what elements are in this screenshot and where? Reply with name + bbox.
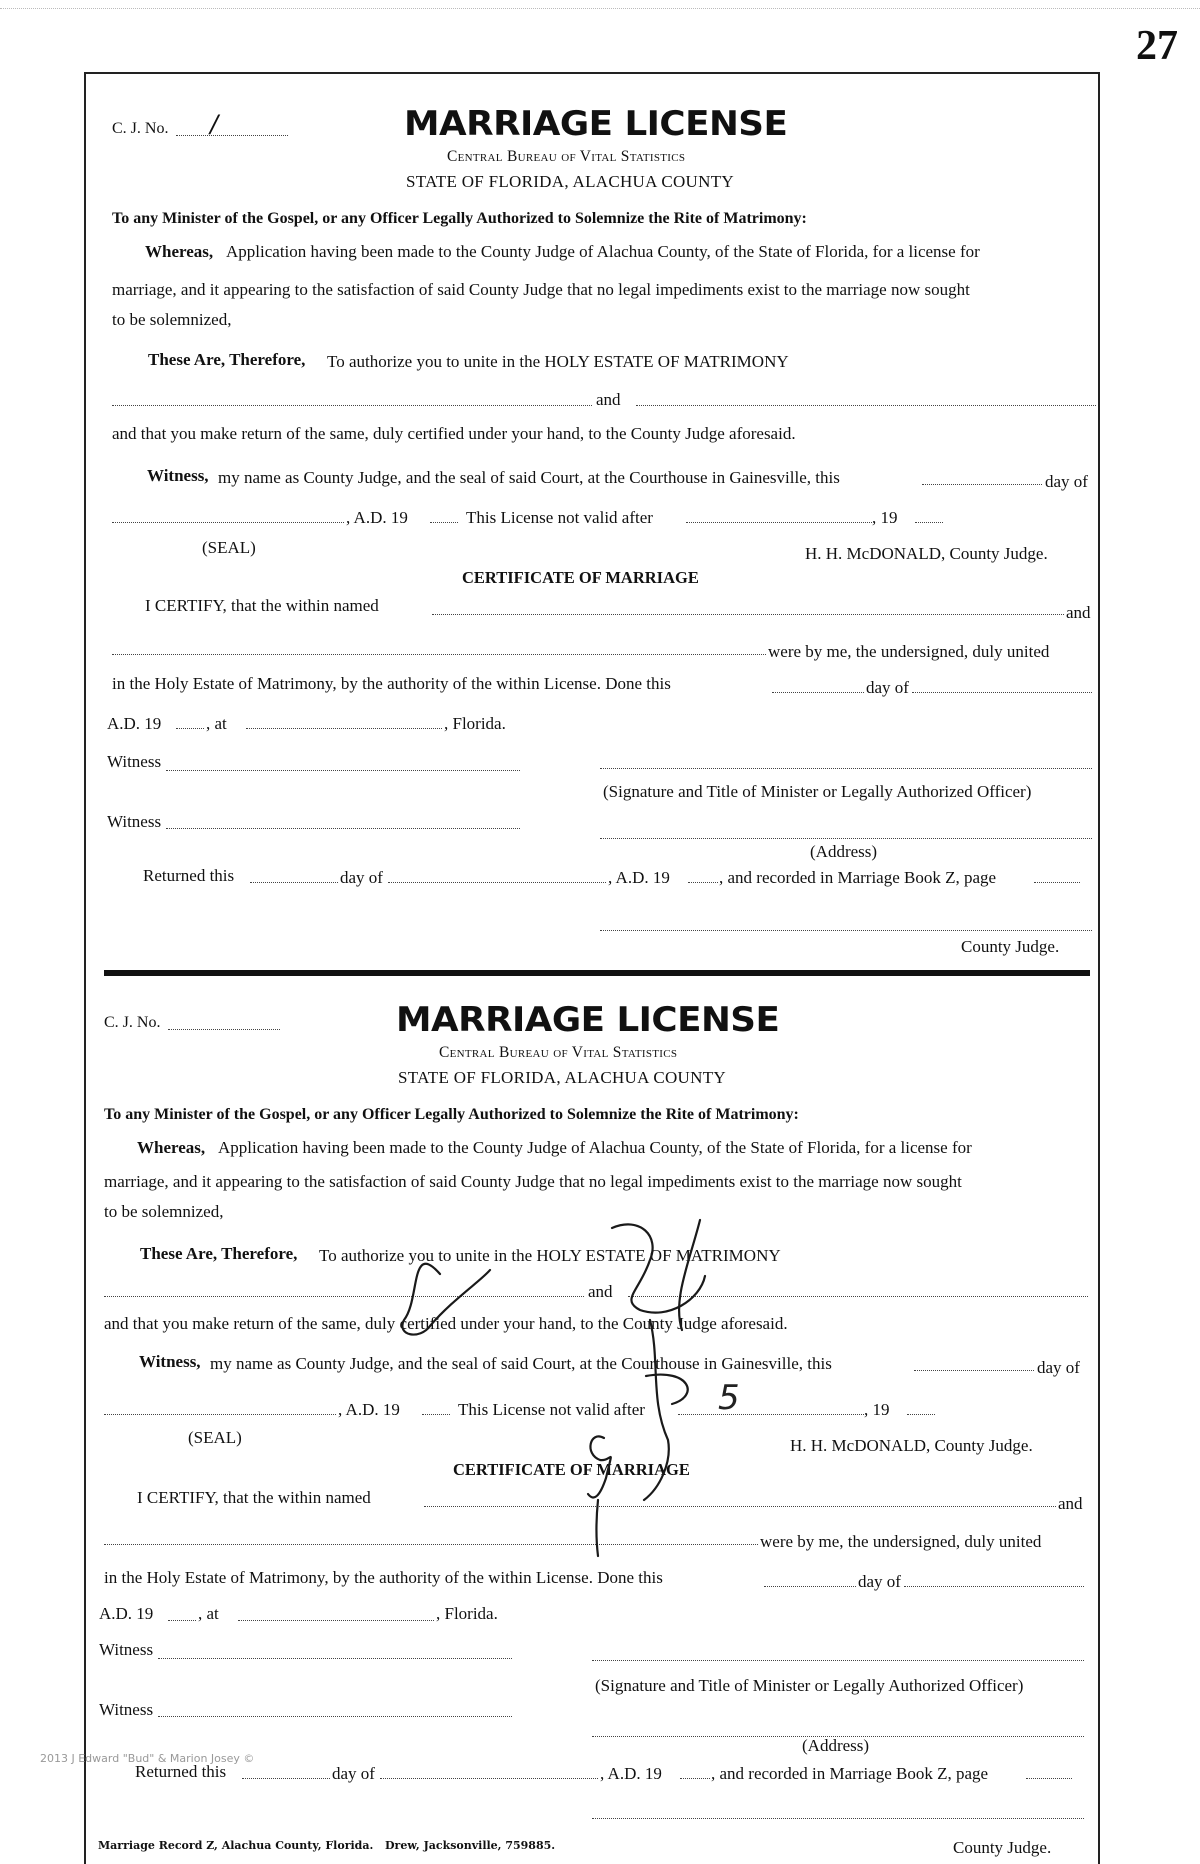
were-by-me: were by me, the undersigned, duly united bbox=[768, 642, 1050, 661]
certificate-heading: CERTIFICATE OF MARRIAGE bbox=[453, 1460, 690, 1479]
whereas-line-1: Application having been made to the County Judge of Alachua County, of the State of Florida, for a license for bbox=[226, 242, 980, 261]
certificate-heading: CERTIFICATE OF MARRIAGE bbox=[462, 568, 699, 587]
state-line: STATE OF FLORIDA, ALACHUA COUNTY bbox=[398, 1068, 726, 1087]
whereas-line-2: marriage, and it appearing to the satisfaction of said County Judge that no legal impediments exist to the marriage now sought bbox=[112, 280, 970, 299]
holy-estate-line: in the Holy Estate of Matrimony, by the authority of the within License. Done this bbox=[104, 1568, 663, 1587]
recorded-in-label: , and recorded in Marriage Book Z, page bbox=[719, 868, 997, 887]
witness-1-label: Witness bbox=[107, 752, 162, 771]
certify-and: and bbox=[1058, 1494, 1083, 1513]
returned-ad-19: , A.D. 19 bbox=[600, 1764, 662, 1783]
not-valid-label: This License not valid after bbox=[466, 508, 653, 527]
done-day-of: day of bbox=[858, 1572, 901, 1591]
cert-ad-19: A.D. 19 bbox=[99, 1604, 154, 1623]
whereas-bold: Whereas, bbox=[145, 242, 214, 261]
these-are-rest: To authorize you to unite in the HOLY ESTATE OF MATRIMONY bbox=[327, 352, 789, 371]
address-label: (Address) bbox=[810, 842, 878, 861]
cert-at: , at bbox=[198, 1604, 219, 1623]
cert-florida: , Florida. bbox=[444, 714, 506, 733]
valid-after-handwritten: 5 bbox=[718, 1378, 740, 1418]
these-are-rest: To authorize you to unite in the HOLY ESTATE OF MATRIMONY bbox=[319, 1246, 781, 1265]
witness-1-label: Witness bbox=[99, 1640, 154, 1659]
bureau-line: Central Bureau of Vital Statistics bbox=[447, 148, 686, 165]
judge-name: H. H. McDONALD, County Judge. bbox=[790, 1436, 1033, 1455]
whereas-line-3: to be solemnized, bbox=[112, 310, 232, 329]
seal-label: (SEAL) bbox=[188, 1428, 242, 1447]
returned-this: Returned this bbox=[143, 866, 235, 885]
returned-this: Returned this bbox=[135, 1762, 227, 1781]
witness-rest: my name as County Judge, and the seal of said Court, at the Courthouse in Gainesville, this bbox=[218, 468, 840, 487]
certify-and: and bbox=[1066, 603, 1091, 622]
comma-19-label: , 19 bbox=[864, 1400, 890, 1419]
cj-no-label: C. J. No. bbox=[104, 1014, 161, 1031]
returned-ad-19: , A.D. 19 bbox=[608, 868, 670, 887]
return-line: and that you make return of the same, duly certified under your hand, to the County Judge aforesaid. bbox=[104, 1314, 788, 1333]
returned-day-of: day of bbox=[332, 1764, 375, 1783]
whereas-line-1: Application having been made to the County Judge of Alachua County, of the State of Florida, for a license for bbox=[218, 1138, 972, 1157]
comma-19-label: , 19 bbox=[872, 508, 898, 527]
license-title: MARRIAGE LICENSE bbox=[396, 1000, 780, 1040]
witness-bold: Witness, bbox=[147, 466, 209, 485]
whereas-bold: Whereas, bbox=[137, 1138, 206, 1157]
and-label: and bbox=[588, 1282, 613, 1301]
returned-day-of: day of bbox=[340, 868, 383, 887]
holy-estate-line: in the Holy Estate of Matrimony, by the authority of the within License. Done this bbox=[112, 674, 671, 693]
not-valid-label: This License not valid after bbox=[458, 1400, 645, 1419]
ad-19-label: , A.D. 19 bbox=[346, 508, 408, 527]
and-label: and bbox=[596, 390, 621, 409]
judge-name: H. H. McDONALD, County Judge. bbox=[805, 544, 1048, 563]
signature-title-label: (Signature and Title of Minister or Legally Authorized Officer) bbox=[595, 1676, 1024, 1695]
recorded-in-label: , and recorded in Marriage Book Z, page bbox=[711, 1764, 989, 1783]
certify-label: I CERTIFY, that the within named bbox=[137, 1488, 371, 1507]
cert-florida: , Florida. bbox=[436, 1604, 498, 1623]
cert-ad-19: A.D. 19 bbox=[107, 714, 162, 733]
copyright-watermark: 2013 J Edward "Bud" & Marion Josey © bbox=[40, 1752, 255, 1765]
to-any-minister: To any Minister of the Gospel, or any Officer Legally Authorized to Solemnize the Rite of Matrimony: bbox=[112, 210, 807, 227]
these-are-bold: These Are, Therefore, bbox=[148, 350, 306, 369]
license-title: MARRIAGE LICENSE bbox=[404, 104, 788, 144]
day-of-label: day of bbox=[1037, 1358, 1080, 1377]
page-number: 27 bbox=[1136, 23, 1178, 69]
day-of-label: day of bbox=[1045, 472, 1088, 491]
address-label: (Address) bbox=[802, 1736, 870, 1755]
whereas-line-2: marriage, and it appearing to the satisfaction of said County Judge that no legal impediments exist to the marriage now sought bbox=[104, 1172, 962, 1191]
done-day-of: day of bbox=[866, 678, 909, 697]
witness-bold: Witness, bbox=[139, 1352, 201, 1371]
footer-printer: Drew, Jacksonville, 759885. bbox=[385, 1839, 556, 1852]
state-line: STATE OF FLORIDA, ALACHUA COUNTY bbox=[406, 172, 734, 191]
whereas-line-3: to be solemnized, bbox=[104, 1202, 224, 1221]
witness-rest: my name as County Judge, and the seal of said Court, at the Courthouse in Gainesville, this bbox=[210, 1354, 832, 1373]
signature-title-label: (Signature and Title of Minister or Legally Authorized Officer) bbox=[603, 782, 1032, 801]
return-line: and that you make return of the same, duly certified under your hand, to the County Judge aforesaid. bbox=[112, 424, 796, 443]
to-any-minister: To any Minister of the Gospel, or any Officer Legally Authorized to Solemnize the Rite of Matrimony: bbox=[104, 1106, 799, 1123]
county-judge-label: County Judge. bbox=[953, 1838, 1052, 1857]
witness-2-label: Witness bbox=[107, 812, 162, 831]
these-are-bold: These Are, Therefore, bbox=[140, 1244, 298, 1263]
cj-no-label: C. J. No. bbox=[112, 120, 169, 137]
footer-record: Marriage Record Z, Alachua County, Florida. bbox=[98, 1839, 374, 1852]
cert-at: , at bbox=[206, 714, 227, 733]
certify-label: I CERTIFY, that the within named bbox=[145, 596, 379, 615]
bureau-line: Central Bureau of Vital Statistics bbox=[439, 1044, 678, 1061]
were-by-me: were by me, the undersigned, duly united bbox=[760, 1532, 1042, 1551]
seal-label: (SEAL) bbox=[202, 538, 256, 557]
cj-no-handwritten: / bbox=[210, 110, 219, 138]
county-judge-label: County Judge. bbox=[961, 937, 1060, 956]
ad-19-label: , A.D. 19 bbox=[338, 1400, 400, 1419]
witness-2-label: Witness bbox=[99, 1700, 154, 1719]
